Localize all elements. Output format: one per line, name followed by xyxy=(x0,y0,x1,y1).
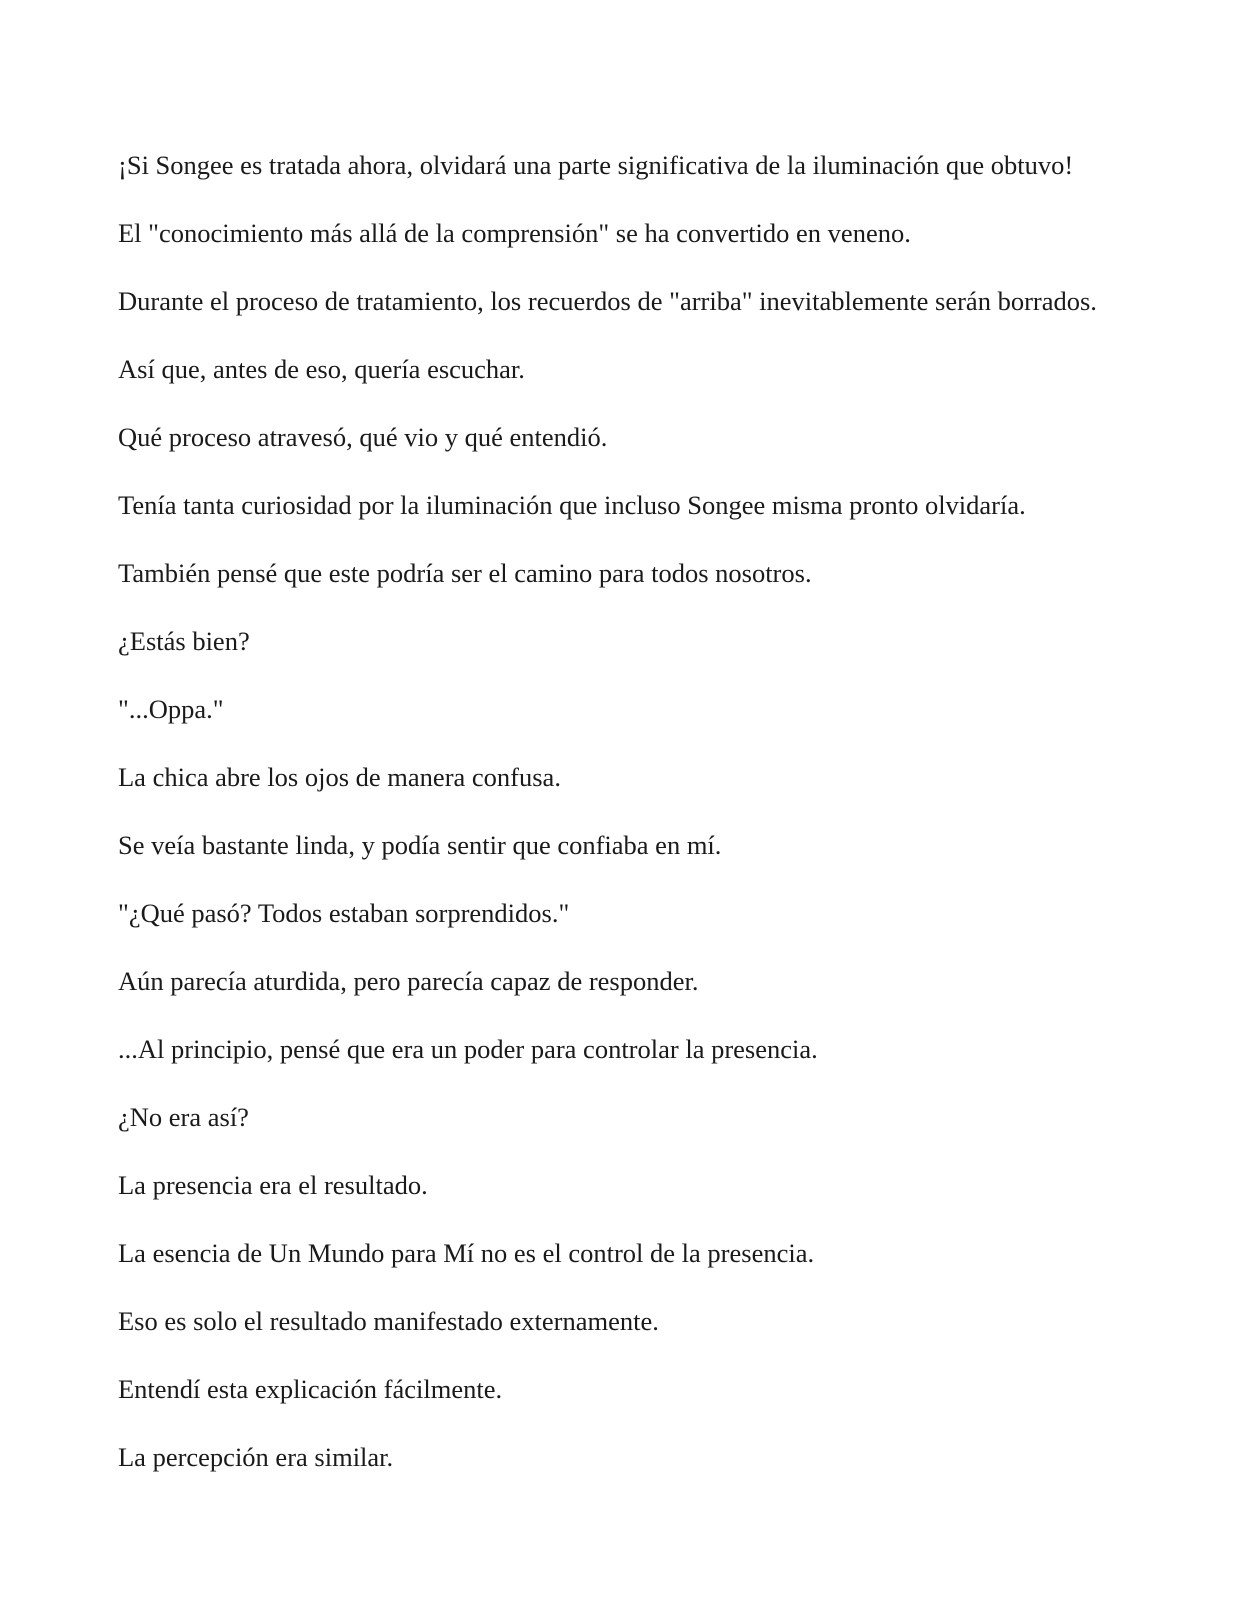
paragraph: Qué proceso atravesó, qué vio y qué entendió. xyxy=(118,422,608,452)
paragraph: La percepción era similar. xyxy=(118,1442,394,1472)
paragraph: ...Al principio, pensé que era un poder para controlar la presencia. xyxy=(118,1034,818,1064)
paragraph: Aún parecía aturdida, pero parecía capaz de responder. xyxy=(118,966,699,996)
body-text xyxy=(118,148,1123,1508)
paragraph: Así que, antes de eso, quería escuchar. xyxy=(118,354,525,384)
paragraph: "...Oppa." xyxy=(118,694,224,724)
paragraph: La presencia era el resultado. xyxy=(118,1170,428,1200)
paragraph: Durante el proceso de tratamiento, los recuerdos de "arriba" inevitablemente serán borrados. xyxy=(118,286,1097,316)
paragraph: ¿Estás bien? xyxy=(118,626,250,656)
paragraph: "¿Qué pasó? Todos estaban sorprendidos." xyxy=(118,898,570,928)
paragraph: Eso es solo el resultado manifestado externamente. xyxy=(118,1306,659,1336)
paragraph: También pensé que este podría ser el camino para todos nosotros. xyxy=(118,558,812,588)
paragraph: La chica abre los ojos de manera confusa. xyxy=(118,762,561,792)
paragraph: Entendí esta explicación fácilmente. xyxy=(118,1374,503,1404)
paragraph: Se veía bastante linda, y podía sentir que confiaba en mí. xyxy=(118,830,722,860)
paragraph: ¡Si Songee es tratada ahora, olvidará una parte significativa de la iluminación que obtuvo! xyxy=(118,150,1074,180)
paragraph: ¿No era así? xyxy=(118,1102,249,1132)
paragraph: La esencia de Un Mundo para Mí no es el control de la presencia. xyxy=(118,1238,815,1268)
paragraph: Tenía tanta curiosidad por la iluminación que incluso Songee misma pronto olvidaría. xyxy=(118,490,1026,520)
paragraph: El "conocimiento más allá de la comprensión" se ha convertido en veneno. xyxy=(118,218,911,248)
